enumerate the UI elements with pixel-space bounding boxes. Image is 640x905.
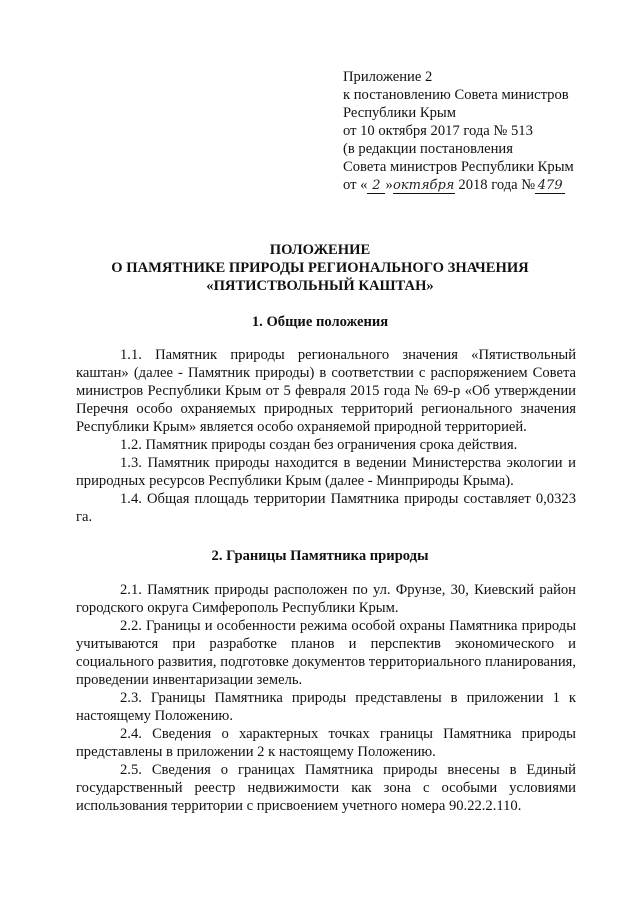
paragraph: 2.5. Сведения о границах Памятника природы внесены в Единый государственный реестр недвижимости как зона с особыми условиями использования территории с присвоением учетного номера 90.22.2.110. (76, 762, 576, 814)
paragraph: 2.1. Памятник природы расположен по ул. Фрунзе, 30, Киевский район городского округа Симферополь Республики Крым. (76, 582, 576, 616)
appendix-line: Республики Крым (343, 105, 456, 121)
title-line: ПОЛОЖЕНИЕ (269, 242, 371, 258)
section1-body (76, 346, 576, 526)
appendix-line: Совета министров Республики Крым (343, 159, 574, 175)
date-quote: » (385, 177, 393, 193)
paragraph: 2.2. Границы и особенности режима особой охраны Памятника природы учитываются при разработке планов и перспектив экономического и социального развития, подготовке документов территориального планирования, проведении инвентаризации земель. (76, 618, 576, 688)
section1-heading: 1. Общие положения (251, 314, 389, 330)
appendix-line: (в редакции постановления (343, 141, 513, 157)
title-line: «ПЯТИСТВОЛЬНЫЙ КАШТАН» (206, 278, 434, 294)
section2-body (76, 581, 576, 815)
appendix-line: от 10 октября 2017 года № 513 (343, 123, 533, 139)
title-line: О ПАМЯТНИКЕ ПРИРОДЫ РЕГИОНАЛЬНОГО ЗНАЧЕНИЯ (111, 260, 529, 276)
paragraph: 2.3. Границы Памятника природы представлены в приложении 1 к настоящему Положению. (76, 690, 576, 724)
paragraph: 1.3. Памятник природы находится в ведении Министерства экологии и природных ресурсов Республики Крым (далее - Минприроды Крыма). (76, 455, 576, 489)
section2-heading: 2. Границы Памятника природы (211, 548, 429, 564)
paragraph: 1.2. Памятник природы создан без ограничения срока действия. (120, 437, 518, 453)
paragraph: 1.1. Памятник природы регионального значения «Пятиствольный каштан» (далее - Памятник природы) в соответствии с распоряжением Совета министров Республики Крым от 5 февраля 2015 года № 69-р «Об утверждении Перечня особо охраняемых природных территорий регионального значения Республики Крым» является особо охраняемой природной территорией. (76, 347, 576, 435)
date-prefix: от « (343, 177, 368, 193)
appendix-header (343, 68, 623, 194)
appendix-line: Приложение 2 (343, 69, 433, 85)
amendment-date-line (343, 176, 623, 194)
date-year: 2018 года № (458, 177, 536, 193)
handwritten-day: 2 (367, 178, 385, 194)
paragraph: 1.4. Общая площадь территории Памятника природы составляет 0,0323 га. (76, 491, 576, 525)
handwritten-month: октября (393, 178, 455, 193)
paragraph: 2.4. Сведения о характерных точках границы Памятника природы представлены в приложении 2 к настоящему Положению. (76, 726, 576, 760)
appendix-line: к постановлению Совета министров (343, 87, 569, 103)
handwritten-number: 479 (535, 178, 565, 194)
document-title (60, 241, 580, 295)
